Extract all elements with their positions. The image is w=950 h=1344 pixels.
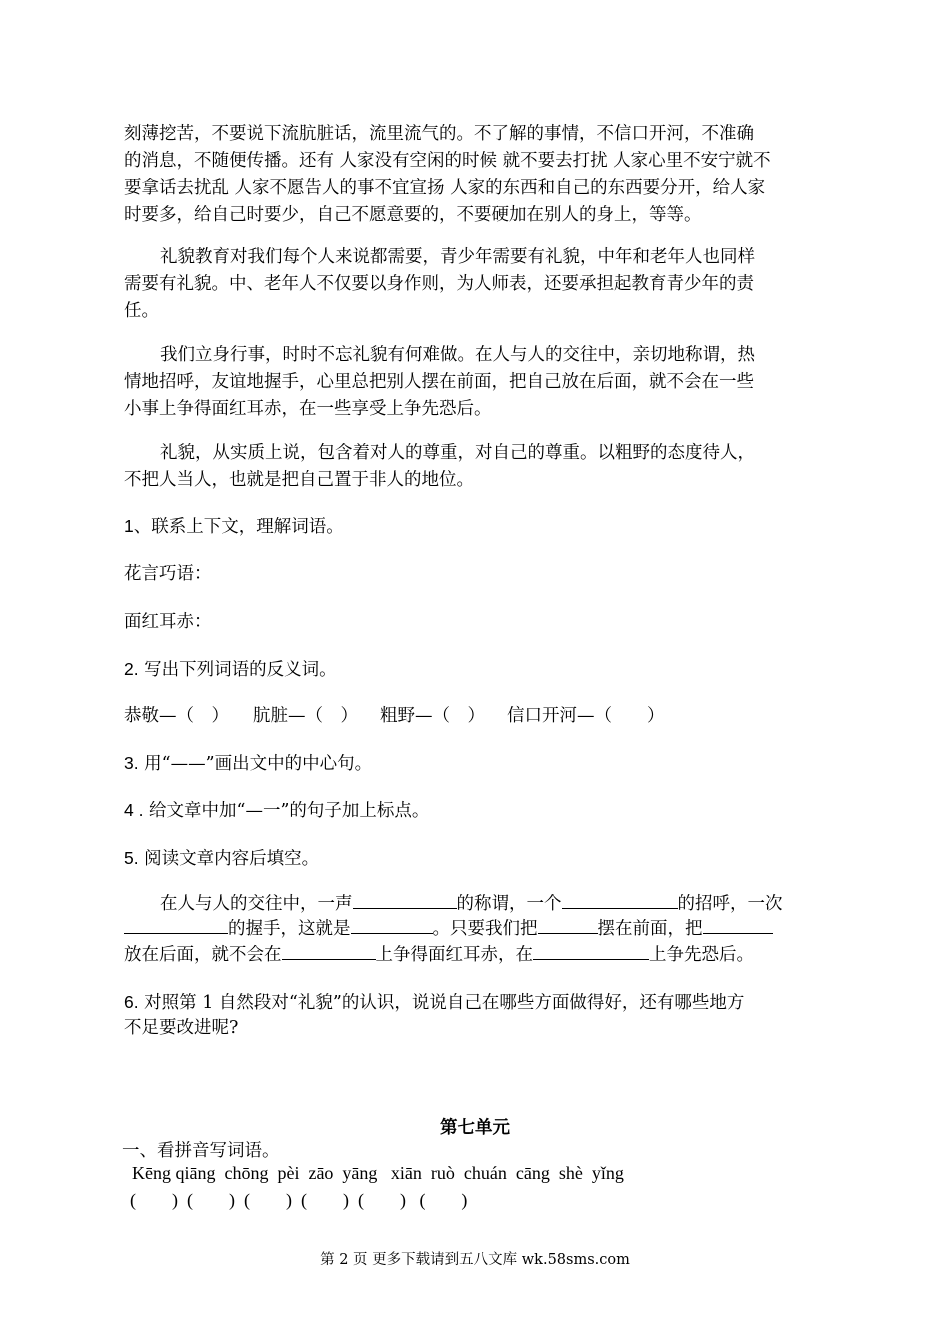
section-heading: 一、看拼音写词语。 bbox=[122, 1141, 280, 1161]
question-2-number: 2. bbox=[124, 659, 139, 679]
page-footer: 第 2 页 更多下载请到五八文库 wk.58sms.com bbox=[320, 1252, 630, 1268]
question-5 bbox=[124, 845, 834, 872]
fill-text: 的握手，这就是 bbox=[228, 919, 351, 939]
passage-p3-line-3: 小事上争得面红耳赤，在一些享受上争先恐后。 bbox=[124, 399, 492, 419]
question-3-number: 3. bbox=[124, 753, 139, 773]
pinyin-row: Kēng qiāng chōng pèi zāo yāng xiān ruò chuán cāng shè yǐng bbox=[132, 1163, 624, 1183]
fill-text: 摆在前面，把 bbox=[597, 919, 703, 939]
antonym-item-1: 恭敬—（ ） bbox=[124, 706, 229, 726]
question-4-number: 4 . bbox=[124, 800, 144, 820]
question-4 bbox=[124, 797, 834, 824]
fill-blank[interactable] bbox=[124, 915, 228, 934]
question-5-text: 阅读文章内容后填空。 bbox=[138, 849, 320, 869]
question-6-line-2: 不足要改进呢? bbox=[124, 1018, 239, 1038]
question-6-number: 6. bbox=[124, 992, 139, 1012]
passage-p3-line-1: 我们立身行事，时时不忘礼貌有何难做。在人与人的交往中，亲切地称谓，热 bbox=[160, 345, 755, 365]
question-1-text: 、联系上下文，理解词语。 bbox=[133, 517, 344, 537]
unit-title: 第七单元 bbox=[440, 1118, 510, 1138]
fill-blank[interactable] bbox=[351, 915, 433, 934]
question-4-text: 给文章中加“—一”的句子加上标点。 bbox=[143, 801, 430, 821]
fill-text: 放在后面，就不会在 bbox=[124, 945, 282, 965]
antonym-item-2: 肮脏—（ ） bbox=[253, 706, 358, 726]
fill-text: 的招呼，一次 bbox=[677, 894, 783, 914]
question-1-term-a: 花言巧语： bbox=[124, 564, 212, 584]
antonym-item-4: 信口开河—（ ） bbox=[507, 706, 665, 726]
passage-p2-line-3: 任。 bbox=[124, 301, 159, 321]
question-1-term-b: 面红耳赤： bbox=[124, 612, 212, 632]
fill-line-3 bbox=[124, 941, 834, 968]
question-1 bbox=[124, 513, 834, 540]
fill-text: 上争得面红耳赤，在 bbox=[375, 945, 533, 965]
fill-line-2 bbox=[124, 915, 834, 942]
fill-blank[interactable] bbox=[562, 890, 678, 909]
fill-text: 在人与人的交往中，一声 bbox=[160, 894, 353, 914]
passage-p1-line-1: 刻薄挖苦，不要说下流肮脏话，流里流气的。不了解的事情，不信口开河，不准确 bbox=[124, 124, 754, 144]
fill-text: 的称谓，一个 bbox=[456, 894, 562, 914]
passage-p4-line-1: 礼貌，从实质上说，包含着对人的尊重，对自己的尊重。以粗野的态度待人， bbox=[160, 443, 755, 463]
passage-p4-line-2: 不把人当人，也就是把自己置于非人的地位。 bbox=[124, 470, 474, 490]
question-2 bbox=[124, 656, 834, 683]
question-3-text: 用“——”画出文中的中心句。 bbox=[138, 754, 373, 774]
question-2-items bbox=[124, 703, 834, 729]
question-2-text: 写出下列词语的反义词。 bbox=[138, 660, 337, 680]
fill-line-1 bbox=[160, 890, 870, 917]
fill-blank[interactable] bbox=[353, 890, 457, 909]
passage-p1-line-2: 的消息，不随便传播。还有 人家没有空闲的时候 就不要去打扰 人家心里不安宁就不 bbox=[124, 151, 771, 171]
fill-blank[interactable] bbox=[703, 915, 773, 934]
answer-parens-row: ( ) ( ) ( ) ( ) ( ) ( ) bbox=[130, 1190, 468, 1210]
fill-text: 。只要我们把 bbox=[432, 919, 538, 939]
antonym-item-3: 粗野—（ ） bbox=[380, 706, 485, 726]
question-6 bbox=[124, 989, 834, 1016]
fill-blank[interactable] bbox=[533, 941, 649, 960]
fill-blank[interactable] bbox=[538, 915, 598, 934]
question-1-number: 1 bbox=[124, 516, 134, 536]
fill-blank[interactable] bbox=[282, 941, 376, 960]
passage-p2-line-2: 需要有礼貌。中、老年人不仅要以身作则，为人师表，还要承担起教育青少年的责 bbox=[124, 274, 754, 294]
passage-p3-line-2: 情地招呼，友谊地握手，心里总把别人摆在前面，把自己放在后面，就不会在一些 bbox=[124, 372, 754, 392]
fill-text: 上争先恐后。 bbox=[649, 945, 754, 965]
passage-p1-line-3: 要拿话去扰乱 人家不愿告人的事不宜宣扬 人家的东西和自己的东西要分开，给人家 bbox=[124, 178, 766, 198]
question-5-number: 5. bbox=[124, 848, 139, 868]
question-6-text: 对照第 1 自然段对“礼貌”的认识，说说自己在哪些方面做得好，还有哪些地方 bbox=[138, 993, 745, 1013]
question-3 bbox=[124, 750, 834, 777]
passage-p2-line-1: 礼貌教育对我们每个人来说都需要，青少年需要有礼貌，中年和老年人也同样 bbox=[160, 247, 755, 267]
passage-p1-line-4: 时要多，给自己时要少，自己不愿意要的，不要硬加在别人的身上，等等。 bbox=[124, 205, 702, 225]
